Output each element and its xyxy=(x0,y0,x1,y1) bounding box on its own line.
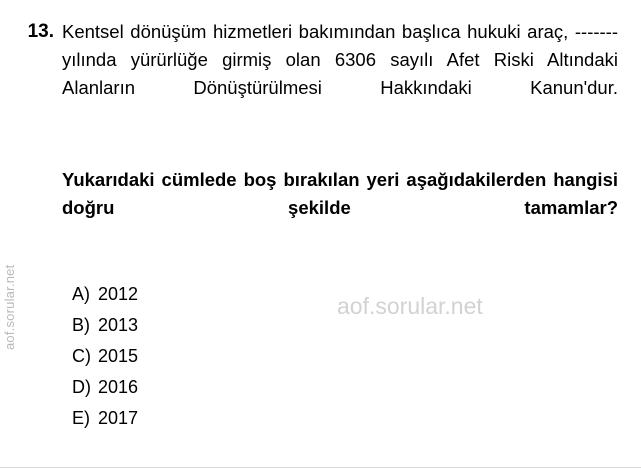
question-body xyxy=(62,18,618,439)
option-a-text: 2012 xyxy=(98,284,139,304)
option-b[interactable] xyxy=(62,315,618,346)
options-list xyxy=(62,284,618,439)
option-c-letter: C) xyxy=(72,346,91,366)
option-a-letter: A) xyxy=(72,284,90,304)
option-e-text: 2017 xyxy=(98,408,139,428)
question-text: Kentsel dönüşüm hizmetleri bakımından başlıca hukuki araç, ------- yılında yürürlüğe girmiş olan 6306 sayılı Afet Riski Altındaki Alanların Dönüştürülmesi Hakkındaki Kanun'dur. xyxy=(62,21,618,98)
option-d-text: 2016 xyxy=(98,377,139,397)
option-a[interactable] xyxy=(62,284,618,315)
option-d-letter: D) xyxy=(72,377,91,397)
option-e[interactable] xyxy=(62,408,618,439)
option-c[interactable] xyxy=(62,346,618,377)
question-block xyxy=(18,18,618,439)
option-b-text: 2013 xyxy=(98,315,139,335)
question-number: 13. xyxy=(27,21,54,42)
center-watermark: aof.sorular.net xyxy=(337,293,483,319)
question-prompt: Yukarıdaki cümlede boş bırakılan yeri aşağıdakilerden hangisi doğru şekilde tamamlar? xyxy=(62,169,618,218)
side-watermark: aof.sorular.net xyxy=(2,264,17,350)
question-header xyxy=(18,18,618,439)
option-e-letter: E) xyxy=(72,408,90,428)
option-c-text: 2015 xyxy=(98,346,139,366)
option-d[interactable] xyxy=(62,377,618,408)
option-b-letter: B) xyxy=(72,315,90,335)
